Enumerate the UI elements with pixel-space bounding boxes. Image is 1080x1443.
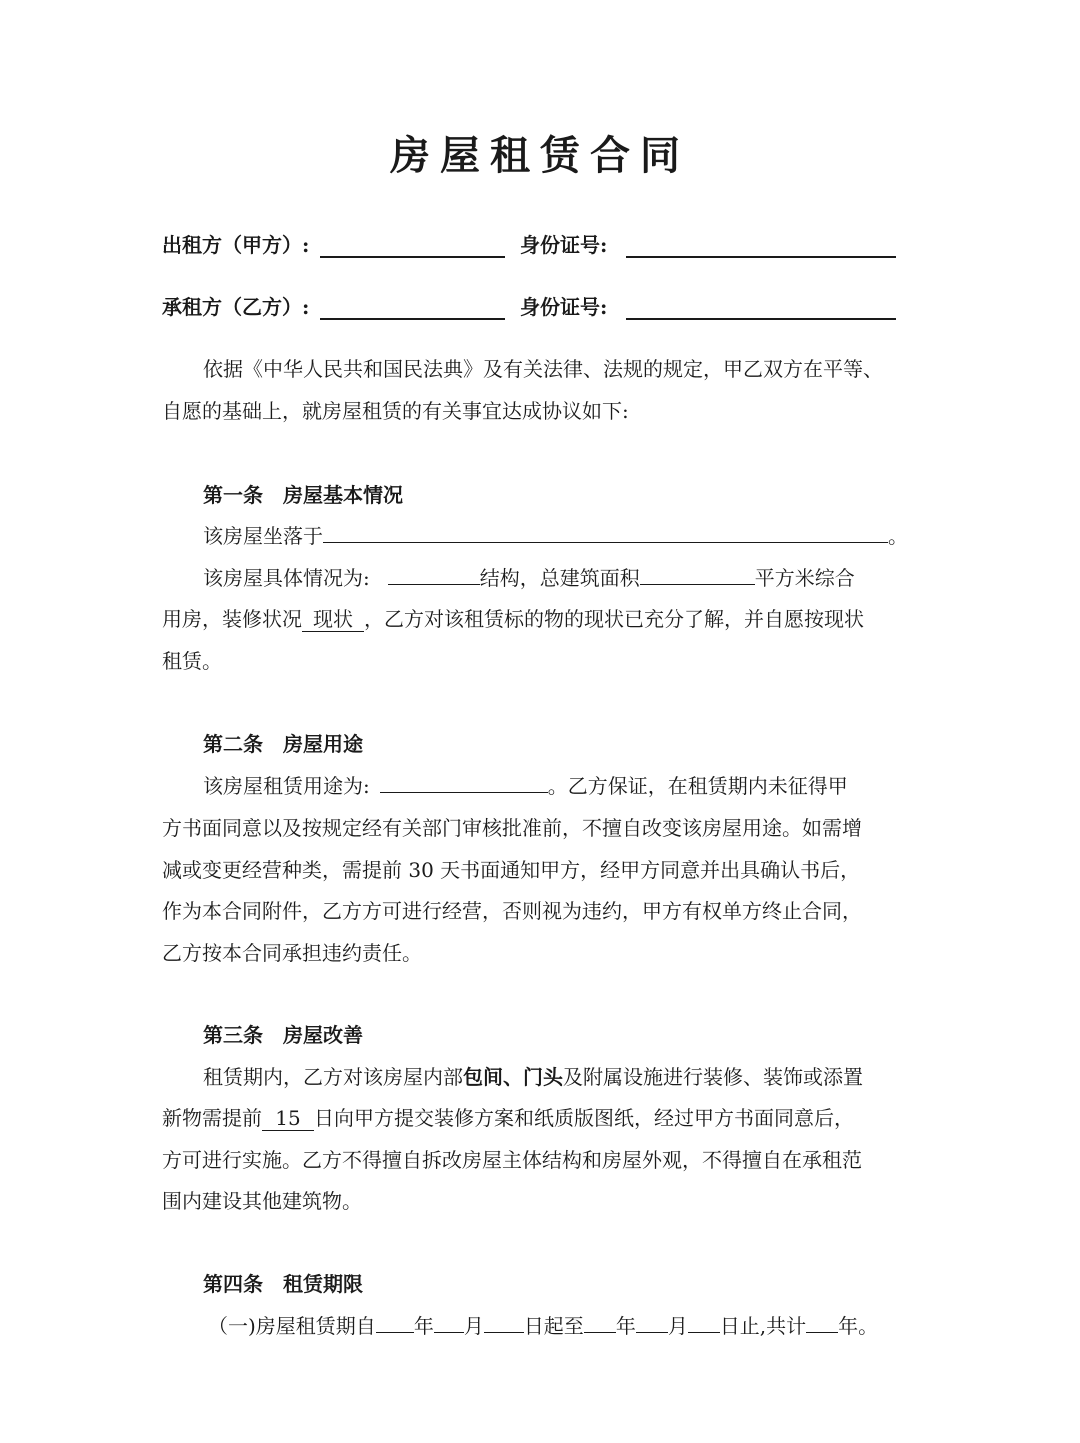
area-field[interactable]	[640, 564, 755, 585]
article-2-line-2: 方书面同意以及按规定经有关部门审核批准前，不擅自改变该房屋用途。如需增	[162, 816, 862, 840]
days-prefix: 新物需提前	[162, 1106, 262, 1130]
article-3-line-3: 方可进行实施。乙方不得擅自拆改房屋主体结构和房屋外观，不得擅自在承租范	[162, 1148, 862, 1172]
lessor-label: 出租方（甲方）:	[162, 233, 310, 257]
article-3-bold-1: 包间	[463, 1065, 503, 1089]
location-prefix: 该房屋坐落于	[203, 524, 323, 548]
lessor-name-field[interactable]	[320, 256, 505, 258]
article-3-line-1	[203, 1062, 863, 1092]
end-year-field[interactable]	[584, 1312, 616, 1333]
total-years-field[interactable]	[806, 1312, 838, 1333]
lessee-id-field[interactable]	[626, 318, 896, 320]
detail-prefix: 该房屋具体情况为:	[203, 566, 370, 590]
lessor-id-label: 身份证号:	[520, 233, 608, 257]
detail-area-suffix: 平方米综合	[754, 566, 855, 590]
usage-field[interactable]	[380, 772, 548, 793]
article-2-line-5: 乙方按本合同承担违约责任。	[162, 941, 422, 965]
term-unit-day-from: 日起至	[523, 1314, 584, 1338]
term-unit-day-to: 日止,共计	[719, 1314, 807, 1338]
article-3-text-a: 租赁期内，乙方对该房屋内部	[203, 1065, 463, 1089]
article-4-term	[208, 1311, 878, 1341]
article-2-line-1	[203, 771, 848, 801]
term-unit-years-end: 年。	[838, 1314, 879, 1338]
article-3-line-4: 围内建设其他建筑物。	[162, 1189, 362, 1213]
preamble-line-1: 依据《中华人民共和国民法典》及有关法律、法规的规定，甲乙双方在平等、	[203, 357, 883, 381]
lessee-id-label: 身份证号:	[520, 295, 608, 319]
start-day-field[interactable]	[484, 1312, 524, 1333]
article-1-heading: 第一条 房屋基本情况	[203, 483, 403, 507]
article-3-text-b: 及附属设施进行装修、装饰或添置	[563, 1065, 863, 1089]
lessee-name-field[interactable]	[320, 318, 505, 320]
article-3-heading: 第三条 房屋改善	[203, 1023, 363, 1047]
usage-prefix: 该房屋租赁用途为:	[203, 774, 370, 798]
term-prefix: （一)房屋租赁期自	[208, 1314, 376, 1338]
days-suffix: 日向甲方提交装修方案和纸质版图纸，经过甲方书面同意后，	[314, 1106, 854, 1130]
location-suffix: 。	[888, 524, 908, 548]
structure-field[interactable]	[388, 564, 480, 585]
decor-field[interactable]: 现状	[302, 607, 364, 632]
article-3-bold-2: 门头	[523, 1065, 563, 1089]
term-unit-year: 年	[413, 1314, 434, 1338]
detail-structure: 结构，总建筑面积	[479, 566, 640, 590]
article-3-sep: 、	[503, 1065, 523, 1089]
article-3-line-2	[162, 1103, 854, 1133]
article-2-heading: 第二条 房屋用途	[203, 732, 363, 756]
article-1-location	[203, 521, 908, 551]
decor-suffix: ，乙方对该租赁标的物的现状已充分了解，并自愿按现状	[364, 607, 864, 631]
lessee-label: 承租方（乙方）:	[162, 295, 310, 319]
page-title: 房屋租赁合同	[390, 132, 690, 179]
preamble-line-2: 自愿的基础上，就房屋租赁的有关事宜达成协议如下:	[162, 399, 629, 423]
article-4-heading: 第四条 租赁期限	[203, 1272, 363, 1296]
start-year-field[interactable]	[376, 1312, 414, 1333]
term-unit-month-2: 月	[667, 1314, 688, 1338]
decor-prefix: 用房，装修状况	[162, 607, 302, 631]
term-unit-year-2: 年	[615, 1314, 636, 1338]
start-month-field[interactable]	[434, 1312, 464, 1333]
usage-suffix: 。乙方保证，在租赁期内未征得甲	[547, 774, 848, 798]
lessor-id-field[interactable]	[626, 256, 896, 258]
end-month-field[interactable]	[636, 1312, 668, 1333]
article-1-line-3: 租赁。	[162, 649, 222, 673]
article-2-line-3: 减或变更经营种类，需提前 30 天书面通知甲方，经甲方同意并出具确认书后，	[162, 858, 861, 882]
term-unit-month: 月	[463, 1314, 484, 1338]
days-field[interactable]: 15	[262, 1106, 314, 1131]
article-2-line-4: 作为本合同附件，乙方方可进行经营，否则视为违约，甲方有权单方终止合同，	[162, 899, 862, 923]
article-1-detail	[203, 563, 855, 593]
article-1-decor	[162, 604, 864, 634]
location-field[interactable]	[323, 522, 888, 543]
end-day-field[interactable]	[688, 1312, 720, 1333]
